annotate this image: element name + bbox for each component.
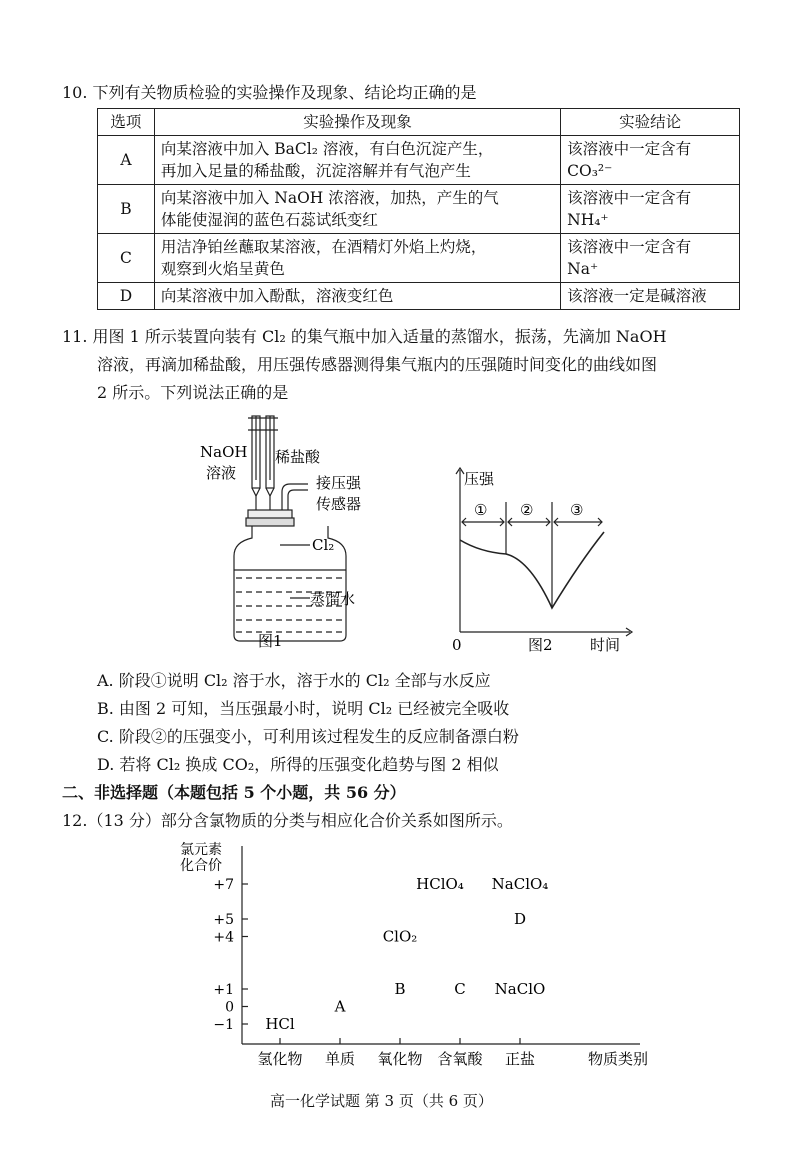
op-line: 观察到火焰呈黄色 bbox=[160, 260, 285, 278]
y-tick-label: +4 bbox=[213, 929, 234, 946]
label-cl2: Cl₂ bbox=[312, 536, 335, 554]
data-point-label: HCl bbox=[265, 1015, 295, 1033]
header-option: 选项 bbox=[98, 109, 155, 136]
label-hcl: 稀盐酸 bbox=[275, 448, 321, 466]
figure1-apparatus bbox=[190, 410, 400, 655]
row-conclusion bbox=[561, 234, 740, 283]
row-conclusion: 该溶液一定是碱溶液 bbox=[561, 283, 740, 310]
q11-option-d: D. 若将 Cl₂ 换成 CO₂，所得的压强变化趋势与图 2 相似 bbox=[97, 755, 499, 774]
x-axis-label: 时间 bbox=[590, 636, 621, 654]
op-line: 体能使湿润的蓝色石蕊试纸变红 bbox=[160, 211, 378, 229]
row-operation: 向某溶液中加入酚酞，溶液变红色 bbox=[154, 283, 560, 310]
y-tick-label: +5 bbox=[213, 912, 234, 928]
row-operation bbox=[154, 136, 560, 185]
header-conclusion: 实验结论 bbox=[561, 109, 740, 136]
data-point-label: B bbox=[394, 980, 406, 998]
q11-line1: 11. 用图 1 所示装置向装有 Cl₂ 的集气瓶中加入适量的蒸馏水，振荡，先滴加 NaOH bbox=[62, 327, 667, 346]
op-line: 再加入足量的稀盐酸，沉淀溶解并有气泡产生 bbox=[160, 162, 471, 180]
op-line: 向某溶液中加入 NaOH 浓溶液，加热，产生的气 bbox=[160, 189, 499, 207]
label-water: 蒸馏水 bbox=[310, 590, 356, 608]
y-tick-label: 0 bbox=[225, 999, 234, 1016]
q11-option-a: A. 阶段①说明 Cl₂ 溶于水，溶于水的 Cl₂ 全部与水反应 bbox=[97, 671, 491, 690]
table-row bbox=[98, 234, 740, 283]
x-tick-label: 单质 bbox=[324, 1050, 356, 1068]
label-naoh: NaOH bbox=[200, 443, 248, 461]
q10-title: 10. 下列有关物质检验的实验操作及现象、结论均正确的是 bbox=[62, 83, 477, 102]
q11-option-b: B. 由图 2 可知，当压强最小时，说明 Cl₂ 已经被完全吸收 bbox=[97, 699, 510, 718]
row-option: D bbox=[98, 283, 155, 310]
label-naoh-solution: 溶液 bbox=[206, 464, 237, 482]
table-header-row bbox=[98, 109, 740, 136]
y-tick-label: +1 bbox=[213, 982, 234, 998]
table-row bbox=[98, 185, 740, 234]
conclusion-ion: NH₄⁺ bbox=[567, 211, 609, 229]
q12-title: 12.（13 分）部分含氯物质的分类与相应化合价关系如图所示。 bbox=[62, 811, 513, 830]
row-option: B bbox=[98, 185, 155, 234]
label-sensor-1: 接压强 bbox=[316, 474, 362, 492]
x-axis-label: 物质类别 bbox=[588, 1050, 649, 1068]
row-operation bbox=[154, 234, 560, 283]
op-line: 用洁净铂丝蘸取某溶液，在酒精灯外焰上灼烧， bbox=[160, 238, 487, 256]
data-point-label: D bbox=[513, 910, 527, 928]
row-option: A bbox=[98, 136, 155, 185]
data-point-label: NaClO₄ bbox=[491, 875, 549, 893]
y-axis-label-2: 化合价 bbox=[180, 858, 222, 874]
stage2-arrow bbox=[508, 518, 550, 526]
conclusion-line: 该溶液中一定含有 bbox=[567, 238, 692, 256]
figure2-pressure-graph bbox=[440, 462, 640, 657]
row-option: C bbox=[98, 234, 155, 283]
q12-chart bbox=[170, 836, 670, 1076]
row-conclusion bbox=[561, 185, 740, 234]
data-point-label: NaClO bbox=[494, 980, 546, 998]
stage3-label: ③ bbox=[570, 501, 584, 519]
q11-line2: 溶液，再滴加稀盐酸，用压强传感器测得集气瓶内的压强随时间变化的曲线如图 bbox=[97, 355, 658, 374]
figure2-caption: 图2 bbox=[528, 636, 553, 654]
conclusion-ion: Na⁺ bbox=[567, 260, 599, 278]
q11-option-c: C. 阶段②的压强变小，可利用该过程发生的反应制备漂白粉 bbox=[97, 727, 519, 746]
data-point-label: HClO₄ bbox=[416, 875, 464, 893]
label-sensor-2: 传感器 bbox=[316, 495, 362, 513]
figure1-caption: 图1 bbox=[258, 632, 283, 650]
header-operation: 实验操作及现象 bbox=[154, 109, 560, 136]
op-line: 向某溶液中加入 BaCl₂ 溶液，有白色沉淀产生， bbox=[160, 140, 494, 158]
q10-table bbox=[97, 108, 740, 310]
data-point-label: C bbox=[454, 980, 466, 998]
conclusion-ion: CO₃²⁻ bbox=[567, 162, 613, 180]
pressure-curve bbox=[460, 532, 604, 608]
x-tick-label: 氢化物 bbox=[257, 1050, 303, 1068]
stage1-label: ① bbox=[474, 501, 488, 519]
y-axis-label: 压强 bbox=[464, 470, 495, 488]
table-row bbox=[98, 283, 740, 310]
y-tick-label: −1 bbox=[213, 1017, 234, 1033]
x-tick-label: 含氧酸 bbox=[437, 1050, 483, 1068]
stage3-arrow bbox=[554, 518, 602, 526]
data-point-label: A bbox=[334, 997, 346, 1016]
data-point-label: ClO₂ bbox=[382, 927, 418, 946]
row-conclusion bbox=[561, 136, 740, 185]
y-axis-label-1: 氯元素 bbox=[180, 842, 222, 858]
section2-heading: 二、非选择题（本题包括 5 个小题，共 56 分） bbox=[62, 783, 406, 802]
conclusion-line: 该溶液中一定含有 bbox=[567, 189, 692, 207]
conclusion-line: 该溶液中一定含有 bbox=[567, 140, 692, 158]
table-row bbox=[98, 136, 740, 185]
origin-label: 0 bbox=[452, 636, 462, 654]
row-operation bbox=[154, 185, 560, 234]
x-tick-label: 正盐 bbox=[504, 1050, 536, 1068]
y-tick-label: +7 bbox=[213, 877, 234, 893]
page-footer: 高一化学试题 第 3 页（共 6 页） bbox=[270, 1092, 493, 1110]
stage1-arrow bbox=[462, 518, 504, 526]
stage2-label: ② bbox=[520, 501, 534, 519]
q11-line3: 2 所示。下列说法正确的是 bbox=[97, 383, 289, 402]
x-tick-label: 氧化物 bbox=[377, 1050, 423, 1068]
